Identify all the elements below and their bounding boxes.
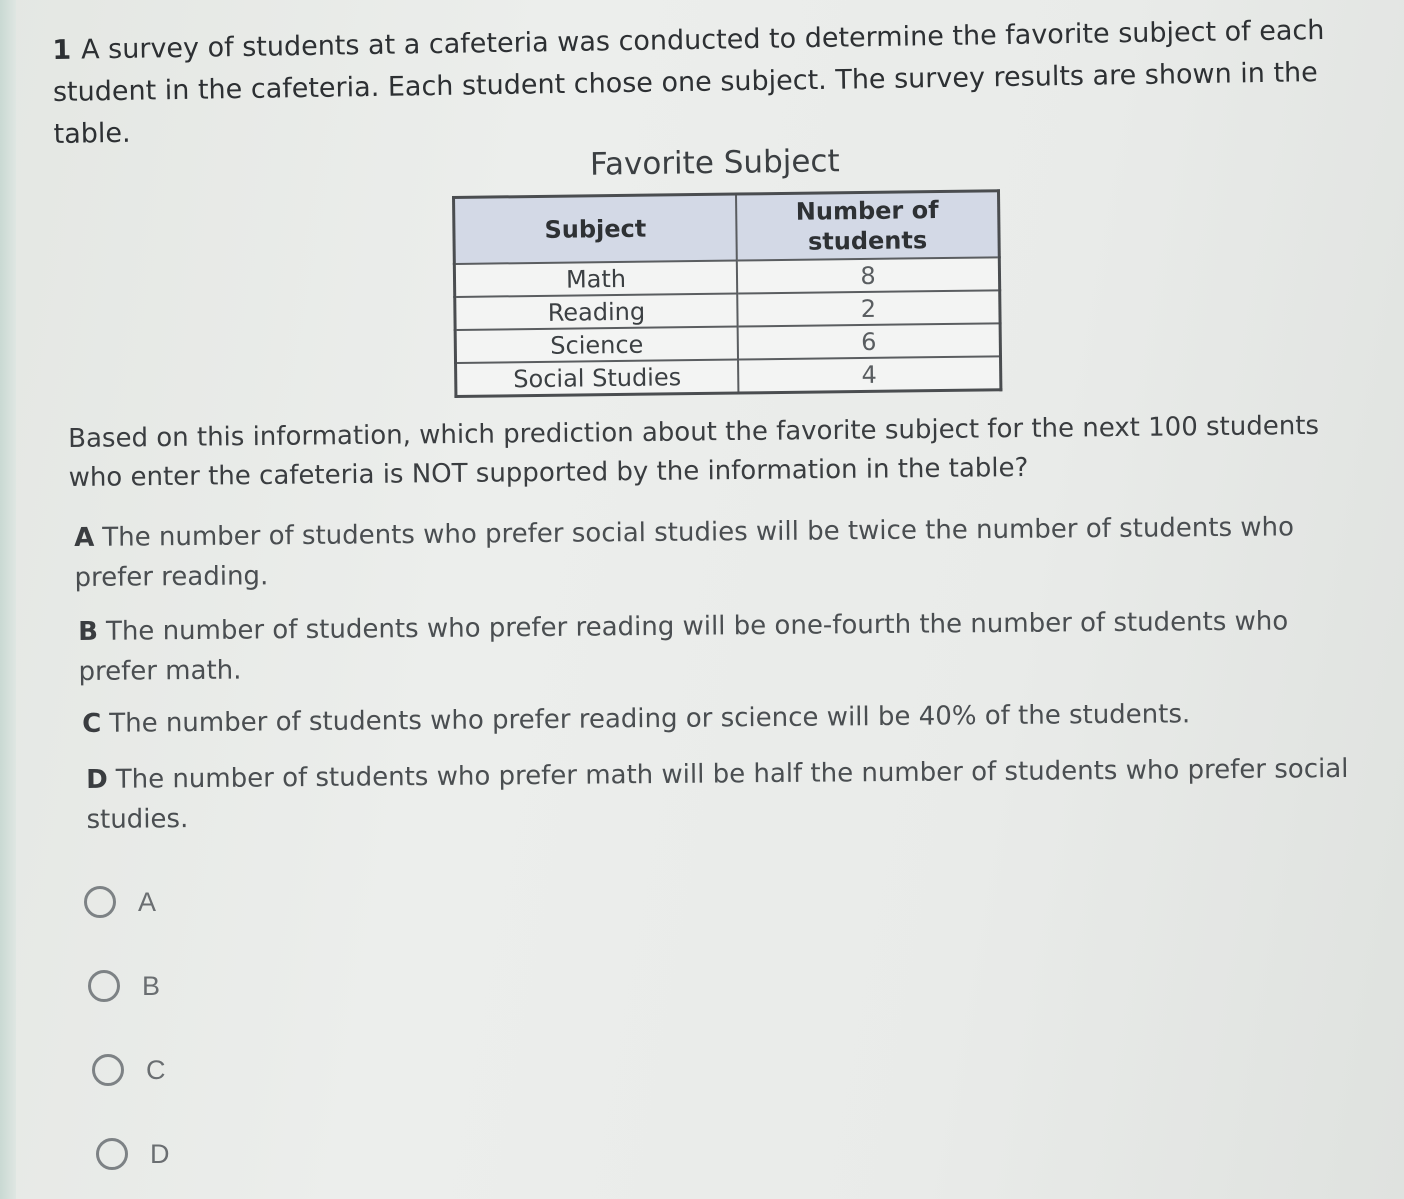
cell-count: 2 (737, 290, 1000, 326)
option-letter: D (86, 764, 108, 795)
option-d (86, 749, 1377, 840)
option-b (78, 601, 1369, 692)
option-text: The number of students who prefer reading or science will be 40% of the students. (109, 699, 1191, 739)
answer-choice-b[interactable] (88, 970, 160, 1002)
answer-choice-c[interactable] (92, 1054, 166, 1086)
option-letter: B (78, 616, 99, 647)
question-stem (52, 9, 1374, 156)
radio-button-c[interactable] (92, 1054, 124, 1086)
option-c (82, 693, 1372, 744)
favorite-subject-table (452, 189, 1002, 398)
cell-subject: Reading (455, 294, 738, 330)
answer-choice-a[interactable] (84, 886, 156, 918)
cell-count: 8 (737, 257, 1000, 293)
table-row (456, 356, 1001, 396)
option-letter: A (74, 522, 95, 553)
cell-subject: Math (454, 261, 737, 297)
option-text: The number of students who prefer math will be half the number of students who prefer social studies. (86, 753, 1349, 835)
table-title: Favorite Subject (589, 143, 840, 183)
question-text: A survey of students at a cafeteria was conducted to determine the favorite subject of each student in the cafeteria. Each student chose one subject. The survey results are shown in the table. (52, 15, 1325, 150)
answer-choice-label[interactable]: C (146, 1054, 166, 1085)
answer-choice-label[interactable]: D (150, 1138, 170, 1169)
cell-subject: Science (455, 327, 738, 363)
option-text: The number of students who prefer reading will be one-fourth the number of students who prefer math. (78, 606, 1289, 687)
radio-button-b[interactable] (88, 970, 120, 1002)
answer-choice-label[interactable]: A (138, 886, 157, 917)
option-text: The number of students who prefer social studies will be twice the number of students who prefer reading. (74, 512, 1295, 593)
option-a (74, 507, 1365, 598)
question-prompt: Based on this information, which prediction about the favorite subject for the next 100 students who enter the cafeteria is NOT supported by the information in the table? (68, 410, 1320, 493)
cell-count: 6 (738, 323, 1001, 359)
radio-button-d[interactable] (96, 1138, 128, 1170)
cell-count: 4 (738, 356, 1001, 393)
option-letter: C (82, 708, 102, 739)
answer-choice-label[interactable]: B (142, 970, 161, 1001)
header-number-of-students: Number of students (736, 191, 999, 261)
radio-button-a[interactable] (84, 886, 116, 918)
table-header-row (454, 191, 1000, 264)
question-number: 1 (52, 34, 72, 66)
left-edge-strip (0, 0, 16, 1199)
answer-choice-d[interactable] (96, 1138, 170, 1170)
cell-subject: Social Studies (456, 360, 739, 397)
header-subject: Subject (454, 194, 737, 264)
